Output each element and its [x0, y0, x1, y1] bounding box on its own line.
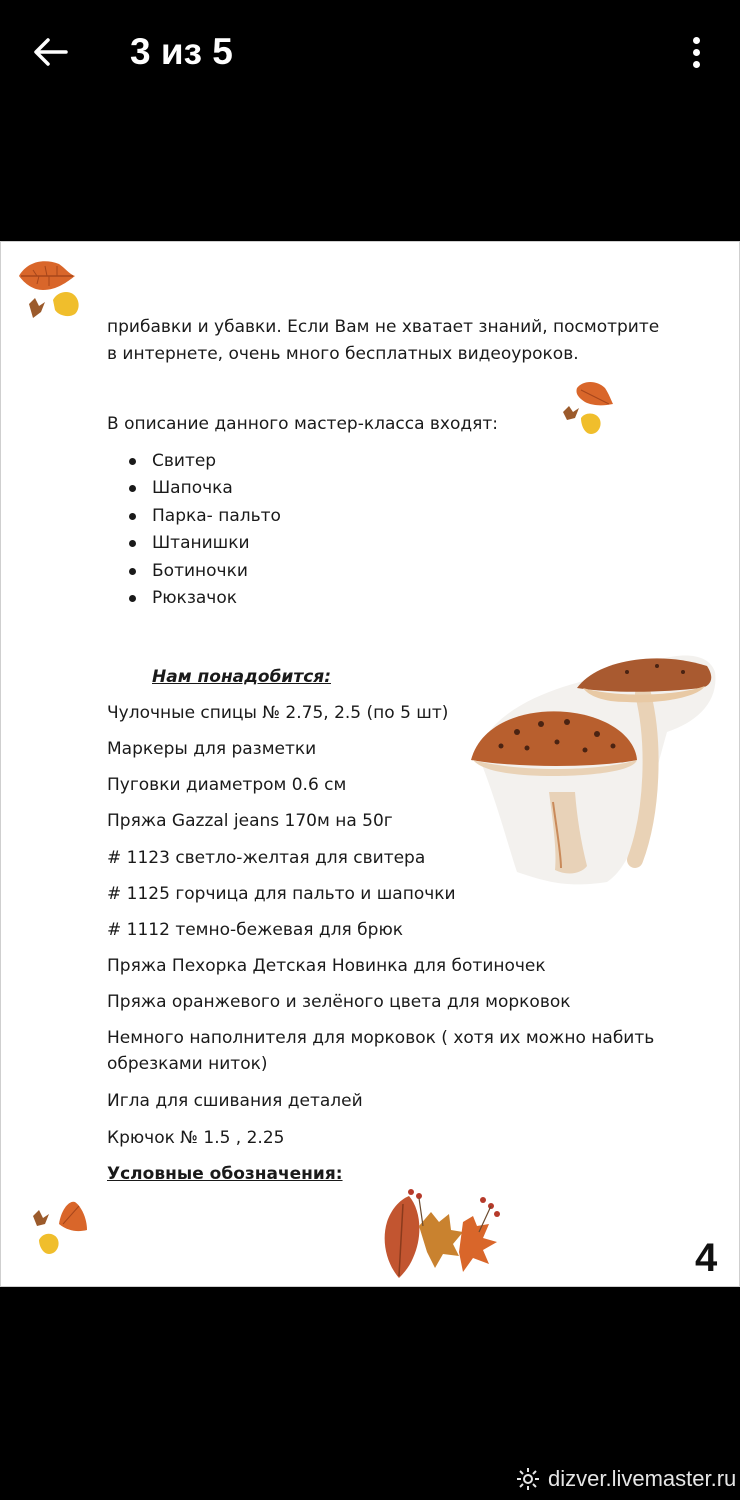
autumn-leaves-small-icon: [559, 378, 617, 438]
list-item: Парка- пальто: [129, 504, 281, 531]
materials-item: Немного наполнителя для морковок ( хотя их можно набить обрезками ниток): [107, 1028, 655, 1074]
list-item: Ботиночки: [129, 559, 281, 586]
watermark-text: dizver.livemaster.ru: [548, 1466, 737, 1491]
list-item: Штанишки: [129, 531, 281, 558]
viewer-top-bar: [0, 0, 740, 104]
page-counter-title: 3 из 5: [130, 31, 233, 72]
list-item: Рюкзачок: [129, 586, 281, 613]
page-number: 4: [695, 1236, 718, 1280]
livemaster-watermark: [516, 1466, 736, 1492]
page-number-box: [679, 1216, 739, 1286]
list-item: Шапочка: [129, 476, 281, 503]
document-page[interactable]: [0, 241, 740, 1287]
mushrooms-illustration: [457, 642, 719, 888]
legend-heading: Условные обозначения:: [107, 1164, 343, 1184]
includes-heading: В описание данного мастер-класса входят:: [107, 414, 498, 434]
more-vertical-icon-dot: [693, 61, 700, 68]
more-options-button[interactable]: [676, 28, 716, 76]
arrow-left-icon: [32, 37, 68, 67]
back-button[interactable]: [28, 30, 72, 74]
more-vertical-icon-dot: [693, 49, 700, 56]
materials-item: # 1125 горчица для пальто и шапочки: [107, 884, 456, 904]
materials-item: Маркеры для разметки: [107, 739, 317, 759]
materials-item: Пряжа Пехорка Детская Новинка для ботиночек: [107, 956, 546, 976]
materials-item: Пуговки диаметром 0.6 см: [107, 775, 347, 795]
autumn-leaves-bottom-icon: [29, 1196, 91, 1258]
includes-list: [129, 449, 281, 613]
more-vertical-icon: [693, 37, 700, 44]
autumn-leaves-illustration: [13, 256, 85, 324]
materials-item: Игла для сшивания деталей: [107, 1091, 363, 1111]
materials-item: Пряжа Gazzal jeans 170м на 50г: [107, 811, 393, 831]
materials-item: Пряжа оранжевого и зелёного цвета для морковок: [107, 992, 571, 1012]
materials-item: # 1112 темно-бежевая для брюк: [107, 920, 404, 940]
materials-item: Чулочные спицы № 2.75, 2.5 (по 5 шт): [107, 703, 449, 723]
autumn-bouquet-illustration: [379, 1186, 511, 1280]
materials-item: # 1123 светло-желтая для свитера: [107, 848, 426, 868]
materials-heading: Нам понадобится:: [152, 667, 331, 687]
livemaster-logo-icon: [516, 1467, 540, 1491]
materials-item: Крючок № 1.5 , 2.25: [107, 1128, 285, 1148]
list-item: Свитер: [129, 449, 281, 476]
intro-paragraph: прибавки и убавки. Если Вам не хватает знаний, посмотрите в интернете, очень много бесплатных видеоуроков.: [107, 317, 660, 364]
